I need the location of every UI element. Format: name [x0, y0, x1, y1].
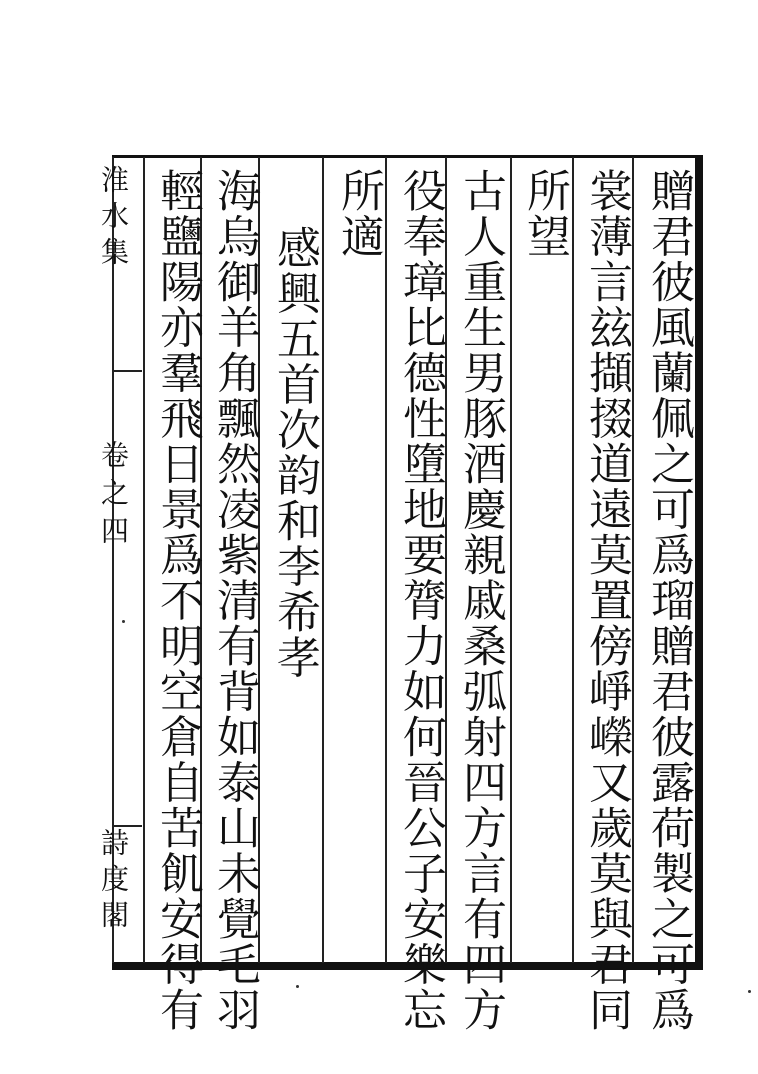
- text-column-2: 裳薄言玆擷掇道遠莫置傍崢嶸又歲莫與君同: [581, 168, 632, 1033]
- text-column-3: 所望: [519, 168, 570, 259]
- text-column-5: 役奉璋比德性墮地要膂力如何晉公子安樂忘: [395, 168, 446, 1033]
- column-rule: [572, 157, 574, 963]
- text-column-8: 海烏御羊角飄然凌紫清有背如泰山未覺毛羽: [209, 168, 260, 1033]
- text-column-6: 所適: [333, 168, 384, 259]
- column-rule: [143, 157, 145, 963]
- border-right: [695, 155, 703, 970]
- book-title: 淮水集: [97, 165, 130, 273]
- section-label: 詩度閣: [97, 828, 130, 936]
- gutter-mark: [122, 620, 125, 623]
- volume-label: 卷之四: [97, 440, 130, 554]
- ink-speck: [748, 990, 751, 993]
- column-rule: [322, 157, 324, 963]
- column-rule: [385, 157, 387, 963]
- column-rule: [510, 157, 512, 963]
- gutter-divider: [112, 825, 142, 827]
- text-column-1: 贈君彼風蘭佩之可爲瑠贈君彼露荷製之可爲: [643, 168, 694, 1033]
- ink-speck: [296, 985, 299, 988]
- text-column-4: 古人重生男豚酒慶親戚桑弧射四方言有四方: [455, 168, 506, 1033]
- gutter-divider: [112, 370, 142, 372]
- text-column-9: 輕鹽陽亦羣飛日景爲不明空倉自苦飢安得有: [152, 168, 203, 1033]
- poem-title: 感興五首次韵和李希孝: [269, 225, 320, 680]
